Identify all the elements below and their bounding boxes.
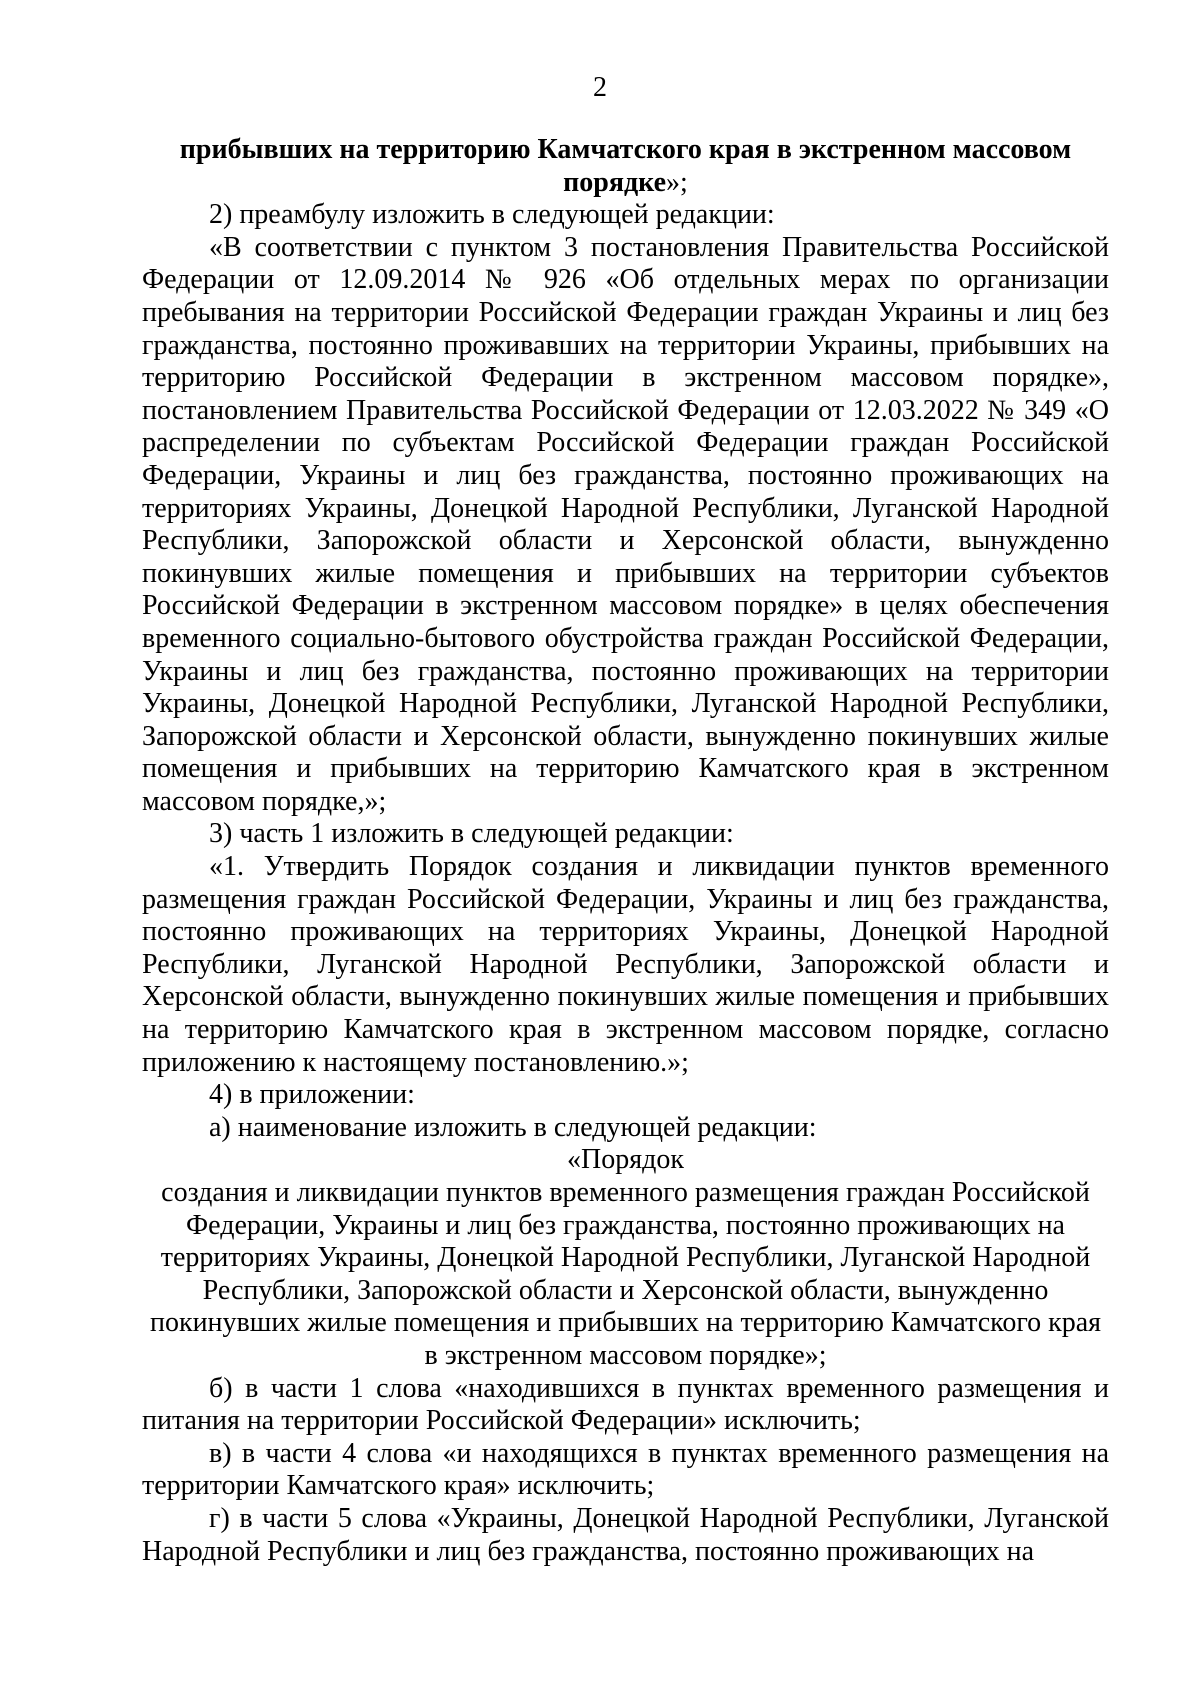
paragraph-item-4v: в) в части 4 слова «и находящихся в пунктах временного размещения на территории Камчатского края» исключить;	[142, 1437, 1109, 1502]
order-title-line: создания и ликвидации пунктов временного размещения граждан Российской	[161, 1177, 1090, 1208]
paragraph-preamble: «В соответствии с пунктом 3 постановления Правительства Российской Федерации от 12.09.2014 № 926 «Об отдельных мерах по организации пребывания на территории Российской Федерации граждан Украины и лиц без гражданства, постоянно проживавших на территории Украины, прибывших на территорию Российской Федерации в экстренном массовом порядке», постановлением Правительства Российской Федерации от 12.03.2022 № 349 «О распределении по субъектам Российской Федерации граждан Российской Федерации, Украины и лиц без гражданства, постоянно проживающих на территориях Украины, Донецкой Народной Республики, Луганской Народной Республики, Запорожской области и Херсонской области, вынужденно покинувших жилые помещения и прибывших на территории субъектов Российской Федерации в экстренном массовом порядке» в целях обеспечения временного социально-бытового обустройства граждан Российской Федерации, Украины и лиц без гражданства, постоянно проживающих на территории Украины, Донецкой Народной Республики, Луганской Народной Республики, Запорожской области и Херсонской области, вынужденно покинувших жилые помещения и прибывших на территорию Камчатского края в экстренном массовом порядке,»;	[142, 231, 1109, 817]
order-title-line: Федерации, Украины и лиц без гражданства, постоянно проживающих на	[186, 1209, 1065, 1241]
heading-bold-text: прибывших на территорию Камчатского края в экстренном массовом порядке	[179, 134, 1072, 198]
order-title-block	[142, 1177, 1109, 1373]
order-title-line: территориях Украины, Донецкой Народной Республики, Луганской Народной	[160, 1242, 1091, 1274]
order-title-line: покинувших жилые помещения и прибывших на территорию Камчатского края	[149, 1307, 1102, 1339]
paragraph-item-4: 4) в приложении:	[209, 1079, 415, 1111]
paragraph-item-2: 2) преамбулу изложить в следующей редакции:	[209, 199, 775, 231]
paragraph-item-4g: г) в части 5 слова «Украины, Донецкой Народной Республики, Луганской Народной Республики и лиц без гражданства, постоянно проживающих на	[142, 1502, 1109, 1567]
page-number: 2	[593, 72, 607, 103]
order-title-line: в экстренном массовом порядке»;	[424, 1339, 827, 1371]
document-body	[142, 134, 1109, 1568]
order-heading: «Порядок	[567, 1144, 684, 1176]
heading-continuation	[142, 134, 1109, 199]
paragraph-part-1: «1. Утвердить Порядок создания и ликвидации пунктов временного размещения граждан Российской Федерации, Украины и лиц без гражданства, постоянно проживающих на территориях Украины, Донецкой Народной Республики, Луганской Народной Республики, Запорожской области и Херсонской области, вынужденно покинувших жилые помещения и прибывших на территорию Камчатского края в экстренном массовом порядке, согласно приложению к настоящему постановлению.»;	[142, 851, 1109, 1078]
paragraph-item-4a: а) наименование изложить в следующей редакции:	[209, 1111, 817, 1143]
heading-tail-text: »;	[666, 166, 688, 198]
order-title-line: Республики, Запорожской области и Херсонской области, вынужденно	[202, 1274, 1049, 1306]
paragraph-item-3: 3) часть 1 изложить в следующей редакции:	[209, 818, 734, 850]
paragraph-item-4b: б) в части 1 слова «находившихся в пунктах временного размещения и питания на территории Российской Федерации» исключить;	[142, 1372, 1109, 1437]
